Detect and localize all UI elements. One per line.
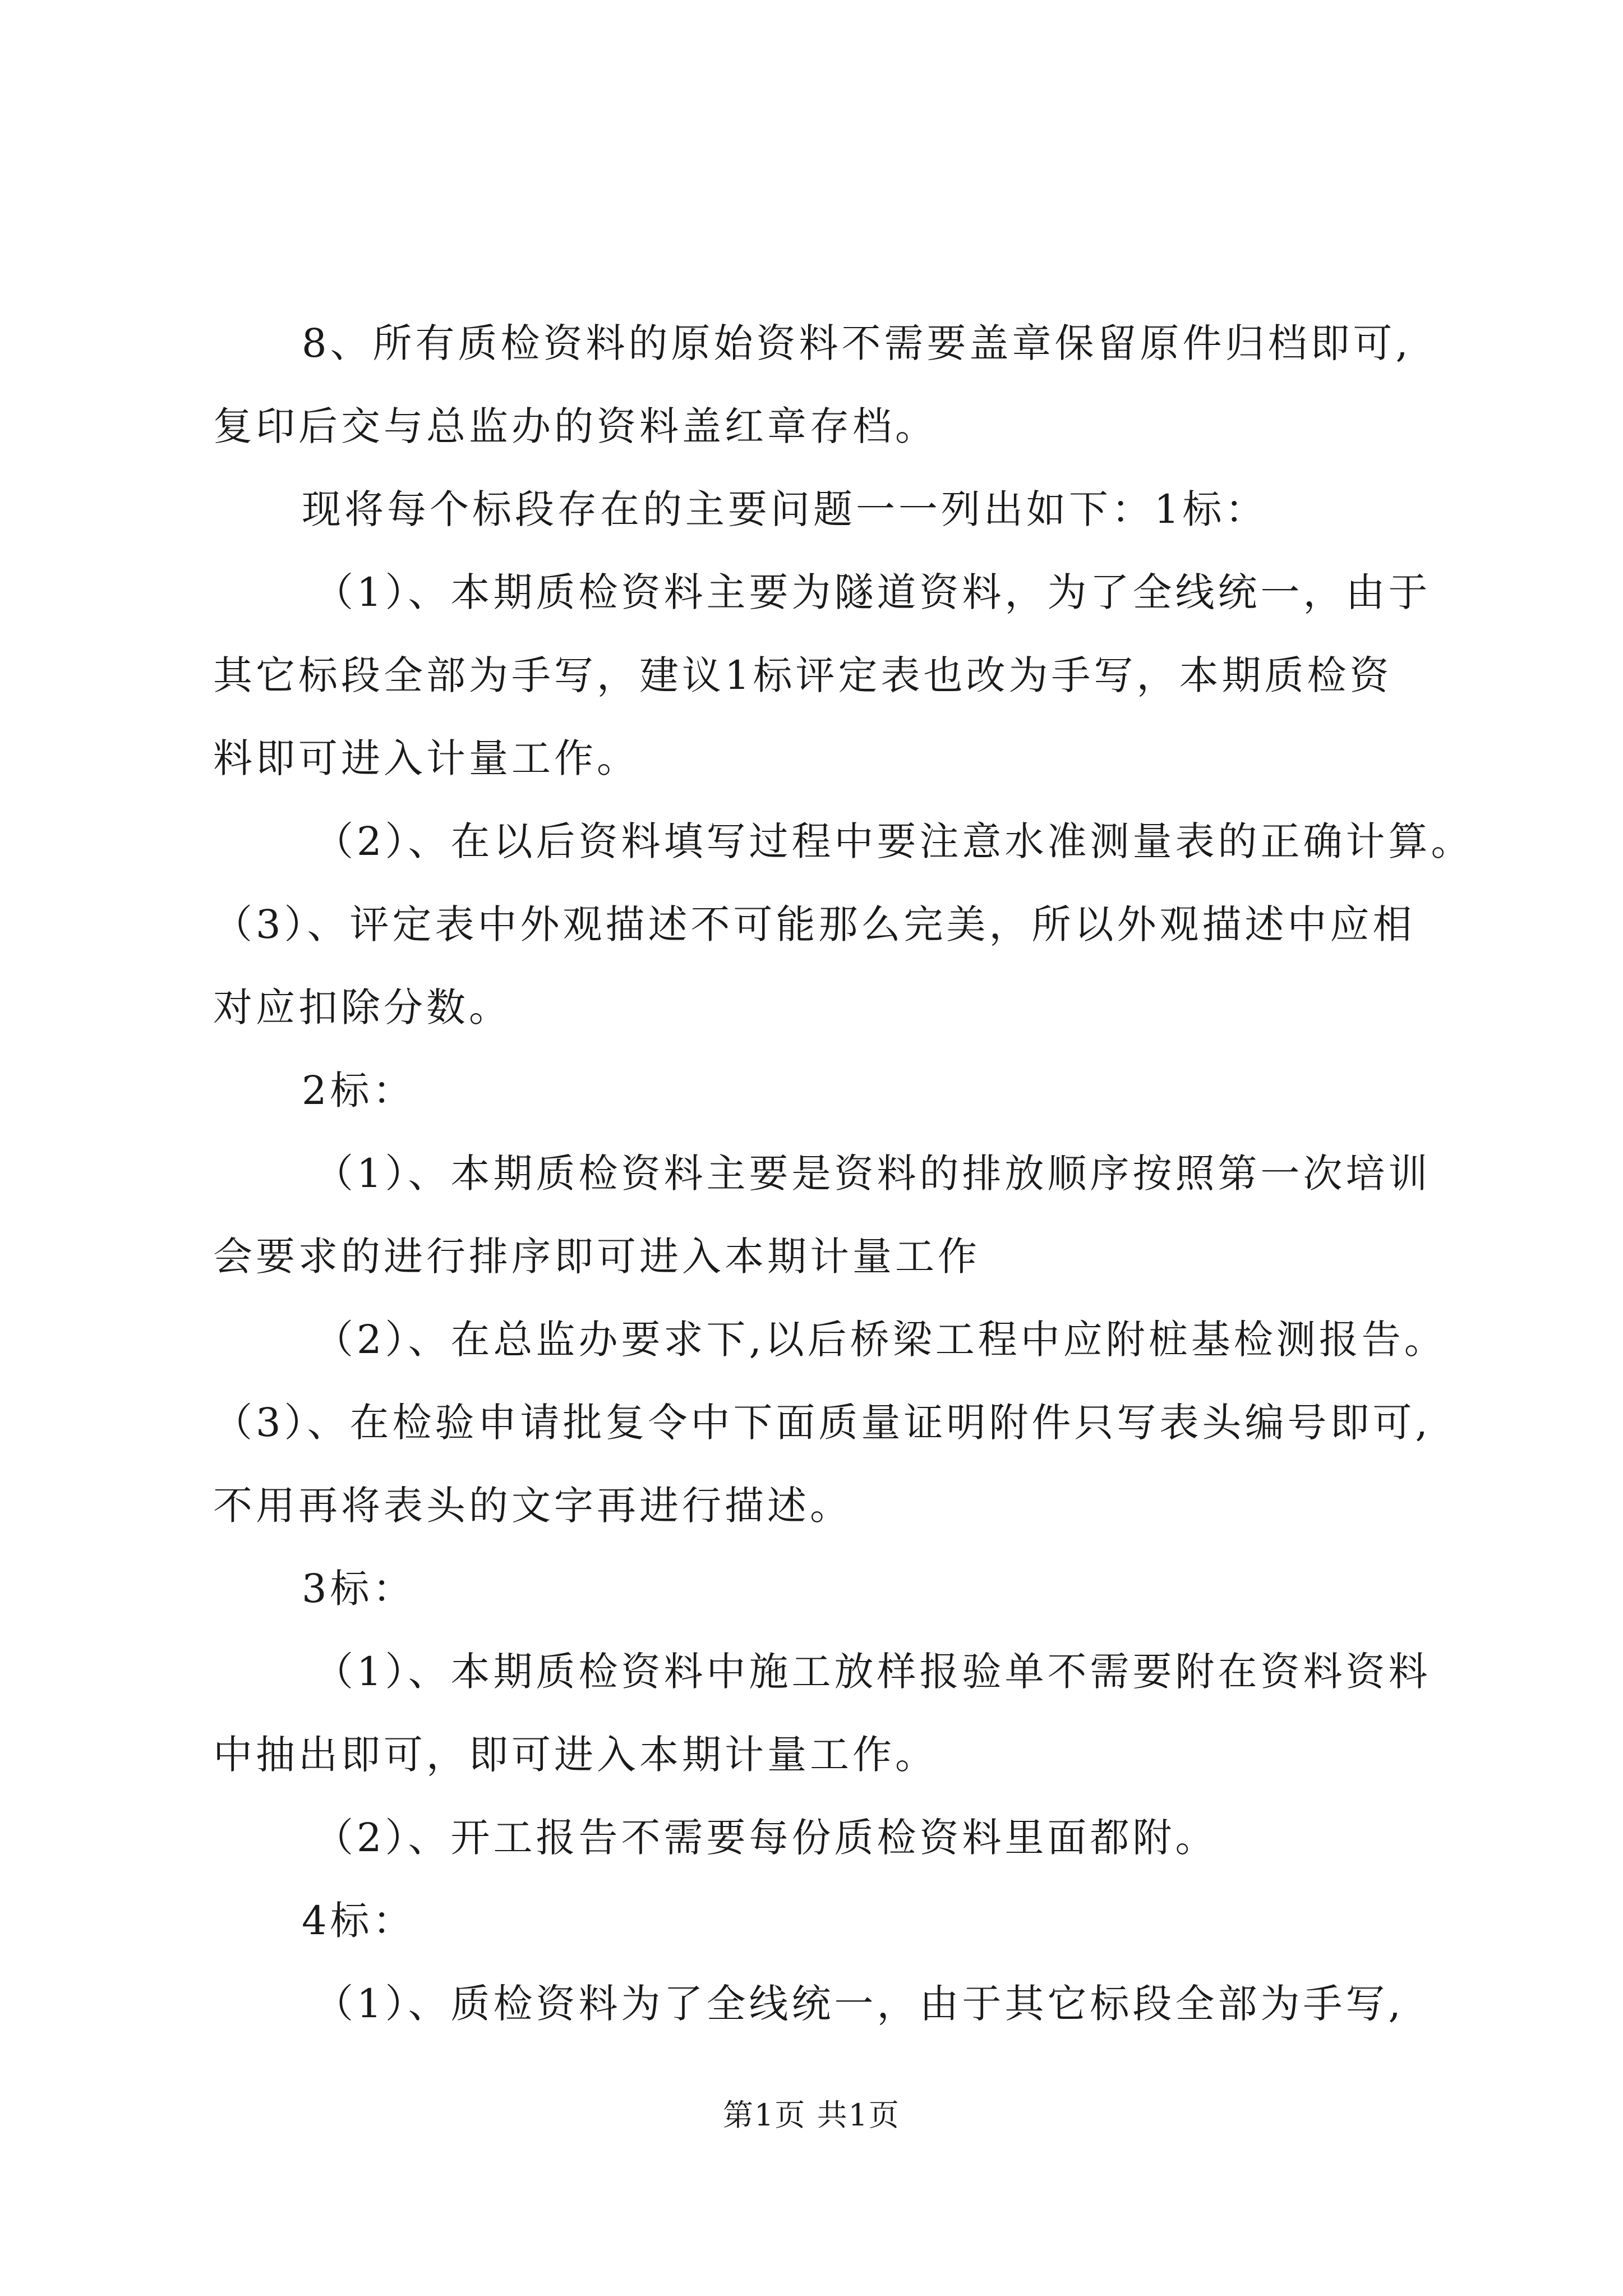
paragraph-line: 复印后交与总监办的资料盖红章存档。 <box>213 403 938 449</box>
paragraph-line: （2）、在以后资料填写过程中要注意水准测量表的正确计算。 <box>314 818 1474 864</box>
section-heading: 3标： <box>302 1566 416 1612</box>
paragraph-line: （3）、在检验申请批复令中下面质量证明附件只写表头编号即可, <box>213 1400 1431 1446</box>
paragraph-line: （1）、本期质检资料中施工放样报验单不需要附在资料资料 <box>314 1649 1431 1695</box>
paragraph-line: （1）、本期质检资料主要是资料的排放顺序按照第一次培训 <box>314 1151 1431 1197</box>
paragraph-line: （2）、在总监办要求下,以后桥梁工程中应附桩基检测报告。 <box>314 1317 1447 1363</box>
section-heading: 4标： <box>302 1898 416 1944</box>
section-heading: 2标： <box>302 1068 416 1114</box>
page-number-footer: 第1页 共1页 <box>723 2097 900 2133</box>
paragraph-line: （1）、质检资料为了全线统一，由于其它标段全部为手写, <box>314 1981 1404 2027</box>
paragraph-line: 中抽出即可，即可进入本期计量工作。 <box>213 1732 938 1778</box>
paragraph-line: 现将每个标段存在的主要问题一一列出如下：1标： <box>302 486 1268 532</box>
paragraph-line: （2）、开工报告不需要每份质检资料里面都附。 <box>314 1815 1218 1861</box>
paragraph-line: 不用再将表头的文字再进行描述。 <box>213 1483 852 1529</box>
paragraph-line: 对应扣除分数。 <box>213 984 511 1030</box>
paragraph-line: 其它标段全部为手写，建议1标评定表也改为手写，本期质检资 <box>213 652 1393 698</box>
paragraph-line: 8、所有质检资料的原始资料不需要盖章保留原件归档即可, <box>302 320 1412 366</box>
paragraph-line: （1）、本期质检资料主要为隧道资料，为了全线统一，由于 <box>314 569 1431 615</box>
paragraph-line: （3）、评定表中外观描述不可能那么完美，所以外观描述中应相 <box>213 901 1415 947</box>
document-body <box>213 302 1474 2045</box>
paragraph-line: 料即可进入计量工作。 <box>213 735 639 781</box>
paragraph-line: 会要求的进行排序即可进入本期计量工作 <box>213 1234 980 1280</box>
